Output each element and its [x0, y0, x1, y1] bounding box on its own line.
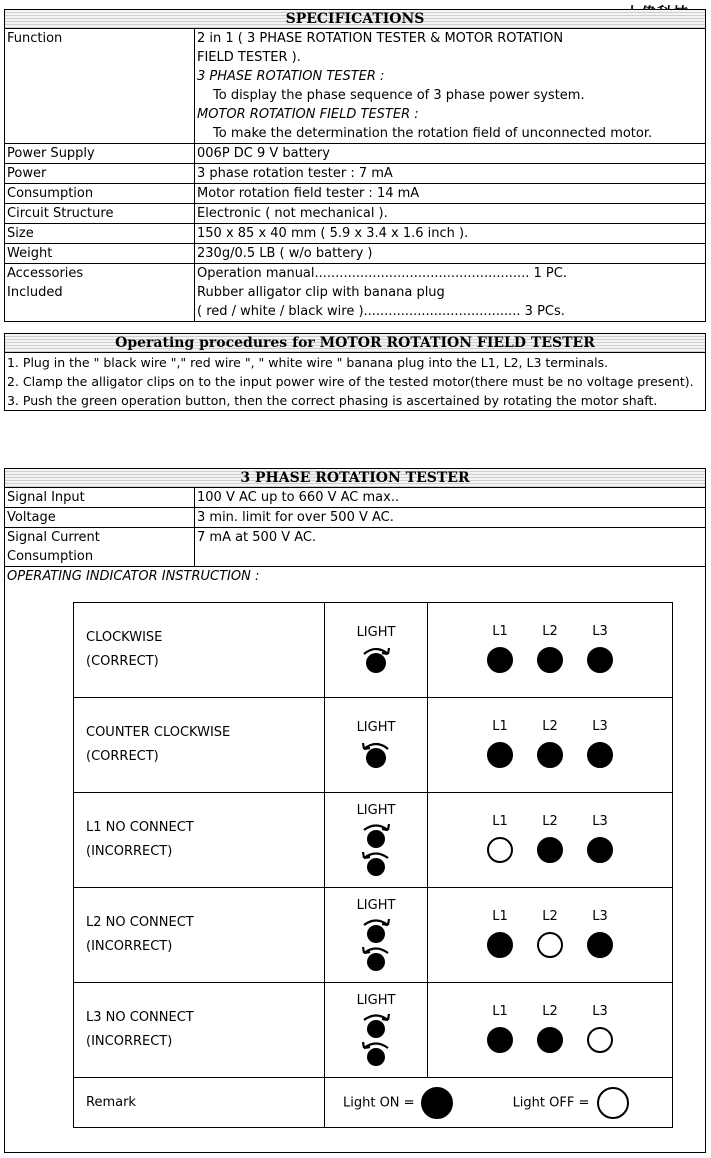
- spec-key: Function: [5, 29, 195, 144]
- lamp-on-icon: [487, 932, 513, 958]
- tester-row: [5, 508, 705, 528]
- spec-value: [195, 264, 706, 322]
- spec-value: 3 phase rotation tester : 7 mA: [195, 164, 706, 184]
- spec-row: [5, 244, 705, 264]
- spec-key: Power Supply: [5, 144, 195, 164]
- light-label: LIGHT: [356, 624, 396, 640]
- phase-labels: [428, 909, 672, 924]
- tester-table: [5, 488, 705, 566]
- phase-label: L1: [492, 908, 508, 924]
- indicator-row: [74, 983, 673, 1078]
- clockwise-arrow-icon: [356, 642, 396, 676]
- lamp-on-icon: [537, 647, 563, 673]
- light-off-label: Light OFF =: [512, 1095, 590, 1110]
- spec-value: 006P DC 9 V battery: [195, 144, 706, 164]
- indicator-state: [74, 698, 325, 793]
- indicator-table: [73, 602, 673, 1128]
- indicator-row: [74, 603, 673, 698]
- spec-value: [195, 29, 706, 144]
- phase-label: L3: [592, 813, 608, 829]
- lamp-off-icon: [537, 932, 563, 958]
- indicator-row: [74, 698, 673, 793]
- indicator-state-result: (INCORRECT): [86, 844, 173, 859]
- spec-value: Electronic ( not mechanical ).: [195, 204, 706, 224]
- phase-label: L3: [592, 718, 608, 734]
- tester-row: [5, 488, 705, 508]
- lamp-off-icon: [597, 1087, 629, 1119]
- rotation-arrows-icon: [356, 820, 396, 878]
- phase-label: L3: [592, 623, 608, 639]
- phase-label: L3: [592, 908, 608, 924]
- lamp-row: [428, 647, 672, 677]
- lamp-on-icon: [587, 932, 613, 958]
- procedure-step: 3. Push the green operation button, then the correct phasing is ascertained by rotating the motor shaft.: [7, 393, 658, 408]
- function-subheading: MOTOR ROTATION FIELD TESTER :: [197, 107, 419, 122]
- procedures-title: Operating procedures for MOTOR ROTATION FIELD TESTER: [5, 334, 705, 353]
- counter-clockwise-arrow-icon: [356, 737, 396, 771]
- indicator-state-result: (INCORRECT): [86, 939, 173, 954]
- tester-value: 100 V AC up to 660 V AC max..: [197, 490, 400, 505]
- specifications-table: [5, 29, 705, 321]
- lamp-row: [428, 1027, 672, 1057]
- function-description: To make the determination the rotation field of unconnected motor.: [213, 126, 653, 141]
- function-line: FIELD TESTER ).: [197, 50, 301, 65]
- indicator-state: [74, 888, 325, 983]
- tester-row: [5, 528, 705, 567]
- accessory-line: Rubber alligator clip with banana plug: [197, 285, 445, 300]
- lamp-row: [428, 742, 672, 772]
- tester-section: [4, 468, 706, 1153]
- indicator-light: [325, 793, 428, 888]
- spec-key-line: Accessories: [7, 266, 84, 281]
- remark-label: Remark: [74, 1078, 325, 1128]
- phase-labels: [428, 814, 672, 829]
- lamp-on-icon: [587, 647, 613, 673]
- light-label: LIGHT: [356, 992, 396, 1008]
- function-line: 2 in 1 ( 3 PHASE ROTATION TESTER & MOTOR ROTATION: [197, 31, 564, 46]
- specifications-section: [4, 9, 706, 322]
- phase-label: L2: [542, 1003, 558, 1019]
- function-description: To display the phase sequence of 3 phase power system.: [213, 88, 585, 103]
- indicator-light: [325, 603, 428, 698]
- indicator-state-name: COUNTER CLOCKWISE: [86, 725, 231, 740]
- spec-row: [5, 164, 705, 184]
- lamp-off-icon: [587, 1027, 613, 1053]
- accessory-line: Operation manual.................................................... 1 PC.: [197, 266, 567, 281]
- procedures-section: [4, 333, 706, 411]
- light-label: LIGHT: [356, 802, 396, 818]
- tester-value: 7 mA at 500 V AC.: [195, 528, 706, 567]
- indicator-lamps: [428, 698, 673, 793]
- indicator-state: [74, 793, 325, 888]
- phase-label: L3: [592, 1003, 608, 1019]
- spec-row: [5, 224, 705, 244]
- phase-label: L1: [492, 623, 508, 639]
- tester-value: 3 min. limit for over 500 V AC.: [195, 508, 706, 528]
- indicator-row: [74, 793, 673, 888]
- tester-key-line: Consumption: [7, 549, 94, 564]
- indicator-lamps: [428, 603, 673, 698]
- lamp-on-icon: [537, 837, 563, 863]
- indicator-state-result: (INCORRECT): [86, 1034, 173, 1049]
- remark-legend: [325, 1078, 673, 1128]
- indicator-lamps: [428, 793, 673, 888]
- spec-key-line: Included: [7, 285, 63, 300]
- indicator-lamps: [428, 983, 673, 1078]
- lamp-on-icon: [487, 742, 513, 768]
- indicator-state-name: L2 NO CONNECT: [86, 915, 194, 930]
- spec-value: 150 x 85 x 40 mm ( 5.9 x 3.4 x 1.6 inch ).: [195, 224, 706, 244]
- spec-key: Power: [5, 164, 195, 184]
- lamp-on-icon: [587, 742, 613, 768]
- lamp-on-icon: [487, 647, 513, 673]
- rotation-arrows-icon: [356, 915, 396, 973]
- phase-label: L2: [542, 718, 558, 734]
- tester-title: 3 PHASE ROTATION TESTER: [5, 469, 705, 488]
- indicator-state: [74, 983, 325, 1078]
- rotation-arrows-icon: [356, 1010, 396, 1068]
- lamp-on-icon: [487, 1027, 513, 1053]
- indicator-state-result: (CORRECT): [86, 654, 159, 669]
- indicator-state-name: L1 NO CONNECT: [86, 820, 194, 835]
- indicator-state-name: L3 NO CONNECT: [86, 1010, 194, 1025]
- phase-label: L2: [542, 623, 558, 639]
- phase-label: L1: [492, 1003, 508, 1019]
- tester-key: [5, 528, 195, 567]
- accessory-line: ( red / white / black wire )...................................... 3 PCs.: [197, 304, 565, 319]
- indicator-light: [325, 888, 428, 983]
- tester-key: Signal Input: [5, 488, 195, 508]
- light-label: LIGHT: [356, 897, 396, 913]
- indicator-instruction-label: OPERATING INDICATOR INSTRUCTION :: [5, 566, 705, 586]
- spec-key: Size: [5, 224, 195, 244]
- spec-key: Consumption: [5, 184, 195, 204]
- light-on-label: Light ON =: [343, 1095, 415, 1110]
- tester-key-line: Signal Current: [7, 530, 100, 545]
- indicator-state-result: (CORRECT): [86, 749, 159, 764]
- spec-row-function: [5, 29, 705, 144]
- phase-labels: [428, 1004, 672, 1019]
- light-label: LIGHT: [356, 719, 396, 735]
- phase-label: L2: [542, 908, 558, 924]
- lamp-on-icon: [537, 742, 563, 768]
- phase-label: L1: [492, 718, 508, 734]
- procedures-list: [5, 353, 705, 410]
- lamp-row: [428, 932, 672, 962]
- spec-value: 230g/0.5 LB ( w/o battery ): [195, 244, 706, 264]
- spec-key: [5, 264, 195, 322]
- procedure-step: 1. Plug in the " black wire "," red wire ", " white wire " banana plug into the L1, L2, L3 terminals.: [7, 355, 609, 370]
- lamp-row: [428, 837, 672, 867]
- spec-value: Motor rotation field tester : 14 mA: [195, 184, 706, 204]
- specifications-title: SPECIFICATIONS: [5, 10, 705, 29]
- spec-key: Circuit Structure: [5, 204, 195, 224]
- spec-row: [5, 184, 705, 204]
- lamp-on-icon: [587, 837, 613, 863]
- tester-key: Voltage: [5, 508, 195, 528]
- spec-row-accessories: [5, 264, 705, 322]
- phase-labels: [428, 719, 672, 734]
- procedure-step: 2. Clamp the alligator clips on to the input power wire of the tested motor(there must be no voltage present).: [7, 374, 694, 389]
- spec-key: Weight: [5, 244, 195, 264]
- phase-labels: [428, 624, 672, 639]
- spec-row: [5, 204, 705, 224]
- lamp-on-icon: [537, 1027, 563, 1053]
- indicator-lamps: [428, 888, 673, 983]
- indicator-state-name: CLOCKWISE: [86, 630, 163, 645]
- indicator-light: [325, 983, 428, 1078]
- indicator-row: [74, 888, 673, 983]
- lamp-on-icon: [421, 1087, 453, 1119]
- spec-row: [5, 144, 705, 164]
- phase-label: L1: [492, 813, 508, 829]
- remark-row: [74, 1078, 673, 1128]
- indicator-light: [325, 698, 428, 793]
- indicator-state: [74, 603, 325, 698]
- lamp-off-icon: [487, 837, 513, 863]
- phase-label: L2: [542, 813, 558, 829]
- function-subheading: 3 PHASE ROTATION TESTER :: [197, 69, 385, 84]
